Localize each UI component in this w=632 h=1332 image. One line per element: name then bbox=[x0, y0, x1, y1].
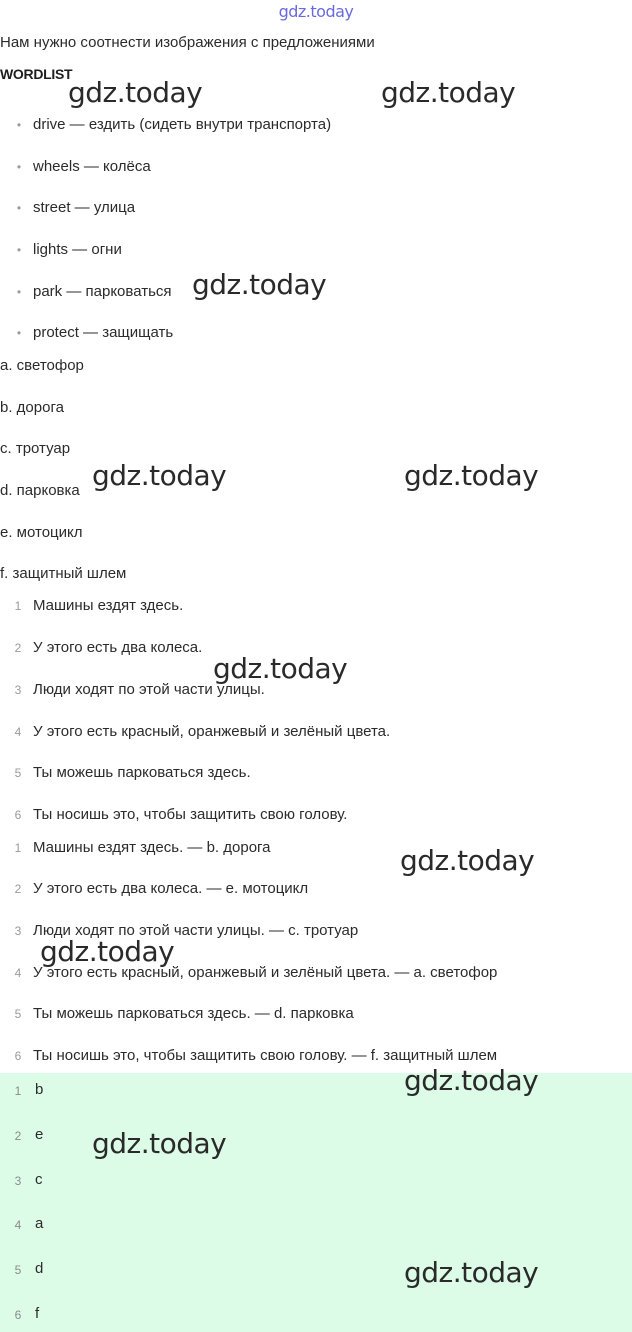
list-number: 3 bbox=[14, 924, 22, 938]
answer-box bbox=[0, 1073, 632, 1332]
bullet-icon: • bbox=[16, 326, 22, 340]
wordlist-item: park — парковаться bbox=[33, 283, 172, 300]
sentence-item: У этого есть красный, оранжевый и зелёный цвета. bbox=[33, 723, 391, 740]
list-number: 3 bbox=[14, 683, 22, 697]
watermark: gdz.today bbox=[381, 76, 516, 109]
picture-label: a. светофор bbox=[0, 357, 84, 374]
watermark: gdz.today bbox=[192, 268, 327, 301]
match-item: Ты можешь парковаться здесь. — d. парковка bbox=[33, 1005, 354, 1022]
watermark: gdz.today bbox=[68, 76, 203, 109]
answer-number: 2 bbox=[14, 1129, 22, 1143]
list-number: 5 bbox=[14, 766, 22, 780]
watermark: gdz.today bbox=[92, 459, 227, 492]
match-item: У этого есть красный, оранжевый и зелёный цвета. — a. светофор bbox=[33, 964, 498, 981]
answer-letter: c bbox=[35, 1171, 43, 1188]
answer-number: 5 bbox=[14, 1263, 22, 1277]
match-item: У этого есть два колеса. — e. мотоцикл bbox=[33, 880, 309, 897]
sentence-item: Люди ходят по этой части улицы. bbox=[33, 681, 265, 698]
list-number: 2 bbox=[14, 641, 22, 655]
answer-letter: a bbox=[35, 1215, 44, 1232]
watermark: gdz.today bbox=[213, 652, 348, 685]
list-number: 6 bbox=[14, 808, 22, 822]
watermark: gdz.today bbox=[40, 935, 175, 968]
list-number: 1 bbox=[14, 841, 22, 855]
list-number: 6 bbox=[14, 1049, 22, 1063]
match-item: Ты носишь это, чтобы защитить свою голову. — f. защитный шлем bbox=[33, 1047, 498, 1064]
sentence-item: У этого есть два колеса. bbox=[33, 639, 203, 656]
picture-label: c. тротуар bbox=[0, 440, 71, 457]
picture-label: d. парковка bbox=[0, 482, 80, 499]
answer-number: 4 bbox=[14, 1218, 22, 1232]
wordlist-item: protect — защищать bbox=[33, 324, 174, 341]
bullet-icon: • bbox=[16, 160, 22, 174]
answer-number: 3 bbox=[14, 1174, 22, 1188]
list-number: 1 bbox=[14, 599, 22, 613]
wordlist-heading: WORDLIST bbox=[0, 66, 73, 82]
answer-number: 6 bbox=[14, 1308, 22, 1322]
answer-letter: e bbox=[35, 1126, 44, 1143]
match-item: Машины ездят здесь. — b. дорога bbox=[33, 839, 271, 856]
watermark: gdz.today bbox=[404, 1064, 539, 1097]
watermark: gdz.today bbox=[404, 459, 539, 492]
sentence-item: Машины ездят здесь. bbox=[33, 597, 184, 614]
answer-letter: b bbox=[35, 1081, 44, 1098]
answer-letter: f bbox=[35, 1305, 40, 1322]
list-number: 4 bbox=[14, 966, 22, 980]
wordlist-item: street — улица bbox=[33, 199, 136, 216]
sentence-item: Ты носишь это, чтобы защитить свою голову. bbox=[33, 806, 348, 823]
list-number: 5 bbox=[14, 1007, 22, 1021]
bullet-icon: • bbox=[16, 118, 22, 132]
wordlist-item: wheels — колёса bbox=[33, 158, 151, 175]
answer-number: 1 bbox=[14, 1084, 22, 1098]
sentence-item: Ты можешь парковаться здесь. bbox=[33, 764, 251, 781]
bullet-icon: • bbox=[16, 201, 22, 215]
match-item: Люди ходят по этой части улицы. — c. тротуар bbox=[33, 922, 359, 939]
watermark: gdz.today bbox=[92, 1127, 227, 1160]
picture-label: e. мотоцикл bbox=[0, 524, 83, 541]
bullet-icon: • bbox=[16, 285, 22, 299]
site-logo[interactable]: gdz.today bbox=[278, 2, 354, 21]
picture-label: f. защитный шлем bbox=[0, 565, 127, 582]
wordlist-item: drive — ездить (сидеть внутри транспорта) bbox=[33, 116, 332, 133]
bullet-icon: • bbox=[16, 243, 22, 257]
list-number: 4 bbox=[14, 725, 22, 739]
answer-letter: d bbox=[35, 1260, 44, 1277]
watermark: gdz.today bbox=[400, 844, 535, 877]
list-number: 2 bbox=[14, 882, 22, 896]
watermark: gdz.today bbox=[404, 1256, 539, 1289]
intro-text: Нам нужно соотнести изображения с предложениями bbox=[0, 34, 375, 51]
picture-label: b. дорога bbox=[0, 399, 64, 416]
wordlist-item: lights — огни bbox=[33, 241, 122, 258]
